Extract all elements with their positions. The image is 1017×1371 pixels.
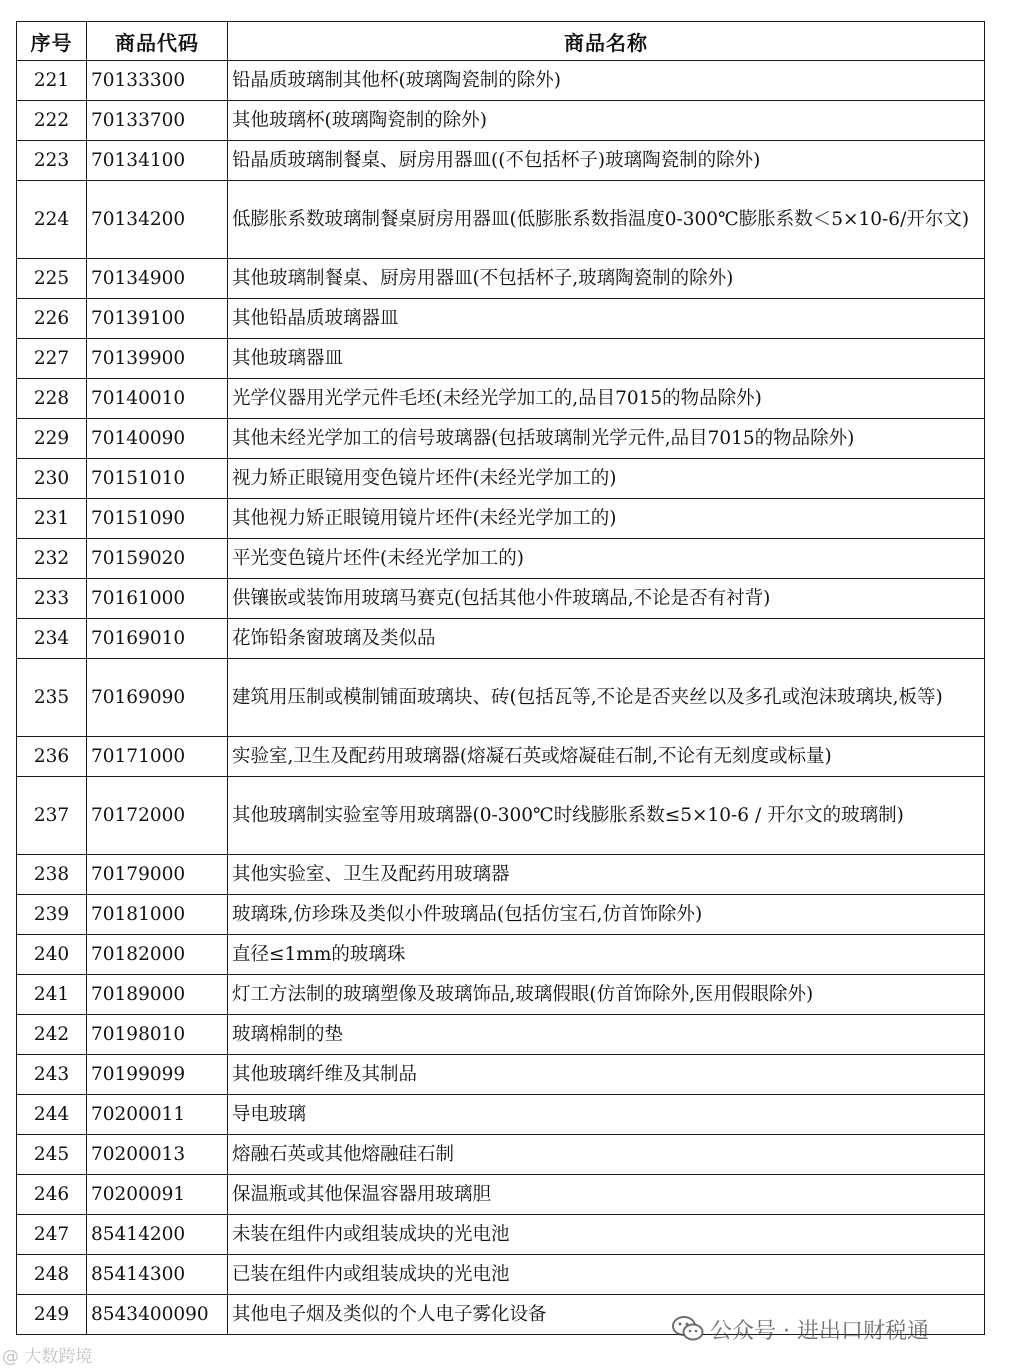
table-row	[17, 855, 985, 895]
row-goods-name: 玻璃珠,仿珍珠及类似小件玻璃品(包括仿宝石,仿首饰除外)	[228, 895, 985, 935]
header-goods-code: 商品代码	[87, 22, 228, 61]
row-goods-code: 70133700	[87, 101, 228, 141]
row-goods-name: 灯工方法制的玻璃塑像及玻璃饰品,玻璃假眼(仿首饰除外,医用假眼除外)	[228, 975, 985, 1015]
table-row	[17, 895, 985, 935]
row-serial-number: 243	[17, 1055, 87, 1095]
row-serial-number: 224	[17, 181, 87, 259]
row-goods-name: 导电玻璃	[228, 1095, 985, 1135]
row-goods-code: 70134100	[87, 141, 228, 181]
row-goods-code: 70151090	[87, 499, 228, 539]
row-goods-name: 铅晶质玻璃制餐桌、厨房用器皿((不包括杯子)玻璃陶瓷制的除外)	[228, 141, 985, 181]
row-serial-number: 247	[17, 1215, 87, 1255]
row-serial-number: 242	[17, 1015, 87, 1055]
row-goods-name: 其他铅晶质玻璃器皿	[228, 299, 985, 339]
table-row	[17, 181, 985, 259]
table-row	[17, 935, 985, 975]
wechat-icon	[672, 1316, 704, 1342]
table-row	[17, 1175, 985, 1215]
row-goods-name: 其他玻璃制实验室等用玻璃器(0-300℃时线膨胀系数≤5×10-6 / 开尔文的玻璃制)	[228, 777, 985, 855]
row-goods-code: 8543400090	[87, 1295, 228, 1335]
table-row	[17, 259, 985, 299]
row-goods-name: 铅晶质玻璃制其他杯(玻璃陶瓷制的除外)	[228, 61, 985, 101]
row-serial-number: 225	[17, 259, 87, 299]
row-serial-number: 237	[17, 777, 87, 855]
row-goods-name: 花饰铅条窗玻璃及类似品	[228, 619, 985, 659]
row-goods-name: 视力矫正眼镜用变色镜片坯件(未经光学加工的)	[228, 459, 985, 499]
row-goods-name: 其他玻璃器皿	[228, 339, 985, 379]
row-goods-name: 熔融石英或其他熔融硅石制	[228, 1135, 985, 1175]
table-row	[17, 141, 985, 181]
table-row	[17, 299, 985, 339]
row-goods-code: 70172000	[87, 777, 228, 855]
row-serial-number: 240	[17, 935, 87, 975]
row-goods-name: 低膨胀系数玻璃制餐桌厨房用器皿(低膨胀系数指温度0-300℃膨胀系数＜5×10-6/开尔文)	[228, 181, 985, 259]
row-goods-code: 70181000	[87, 895, 228, 935]
row-goods-code: 70200091	[87, 1175, 228, 1215]
watermark-text: 公众号 · 进出口财税通	[710, 1318, 929, 1344]
table-header-row	[17, 22, 985, 61]
row-goods-code: 70200011	[87, 1095, 228, 1135]
row-goods-name: 其他玻璃制餐桌、厨房用器皿(不包括杯子,玻璃陶瓷制的除外)	[228, 259, 985, 299]
row-goods-code: 70171000	[87, 737, 228, 777]
row-serial-number: 227	[17, 339, 87, 379]
row-serial-number: 231	[17, 499, 87, 539]
wechat-watermark	[672, 1311, 929, 1347]
row-serial-number: 229	[17, 419, 87, 459]
row-goods-name: 玻璃棉制的垫	[228, 1015, 985, 1055]
row-goods-name: 建筑用压制或模制铺面玻璃块、砖(包括瓦等,不论是否夹丝以及多孔或泡沫玻璃块,板等)	[228, 659, 985, 737]
row-goods-name: 其他视力矫正眼镜用镜片坯件(未经光学加工的)	[228, 499, 985, 539]
row-goods-code: 70134900	[87, 259, 228, 299]
row-goods-name: 其他电子烟及类似的个人电子雾化设备	[228, 1295, 985, 1335]
row-goods-name: 供镶嵌或装饰用玻璃马赛克(包括其他小件玻璃品,不论是否有衬背)	[228, 579, 985, 619]
row-goods-code: 70139100	[87, 299, 228, 339]
table-row	[17, 1055, 985, 1095]
row-goods-code: 85414300	[87, 1255, 228, 1295]
row-goods-code: 70140010	[87, 379, 228, 419]
row-goods-code: 70200013	[87, 1135, 228, 1175]
row-goods-code: 70179000	[87, 855, 228, 895]
table-row	[17, 101, 985, 141]
header-serial-number: 序号	[17, 22, 87, 61]
row-goods-code: 70134200	[87, 181, 228, 259]
row-serial-number: 232	[17, 539, 87, 579]
row-serial-number: 239	[17, 895, 87, 935]
header-goods-name: 商品名称	[228, 22, 985, 61]
row-serial-number: 246	[17, 1175, 87, 1215]
row-goods-code: 70189000	[87, 975, 228, 1015]
goods-table	[16, 21, 985, 1335]
table-row	[17, 659, 985, 737]
row-serial-number: 241	[17, 975, 87, 1015]
row-goods-code: 70133300	[87, 61, 228, 101]
row-serial-number: 235	[17, 659, 87, 737]
table-row	[17, 975, 985, 1015]
row-goods-name: 其他实验室、卫生及配药用玻璃器	[228, 855, 985, 895]
row-serial-number: 244	[17, 1095, 87, 1135]
table-row	[17, 1255, 985, 1295]
row-goods-code: 70151010	[87, 459, 228, 499]
row-goods-code: 70169090	[87, 659, 228, 737]
row-serial-number: 233	[17, 579, 87, 619]
table-row	[17, 1135, 985, 1175]
row-serial-number: 223	[17, 141, 87, 181]
row-goods-name: 已装在组件内或组装成块的光电池	[228, 1255, 985, 1295]
corner-watermark: @ 大数跨境	[2, 1347, 93, 1367]
table-row	[17, 339, 985, 379]
table-row	[17, 737, 985, 777]
table-row	[17, 777, 985, 855]
row-goods-code: 70198010	[87, 1015, 228, 1055]
row-goods-name: 未装在组件内或组装成块的光电池	[228, 1215, 985, 1255]
row-serial-number: 230	[17, 459, 87, 499]
row-goods-code: 70140090	[87, 419, 228, 459]
row-serial-number: 228	[17, 379, 87, 419]
table-row	[17, 499, 985, 539]
table-row	[17, 619, 985, 659]
row-goods-name: 直径≤1mm的玻璃珠	[228, 935, 985, 975]
row-serial-number: 245	[17, 1135, 87, 1175]
row-goods-name: 平光变色镜片坯件(未经光学加工的)	[228, 539, 985, 579]
row-goods-code: 85414200	[87, 1215, 228, 1255]
row-serial-number: 236	[17, 737, 87, 777]
table-row	[17, 1095, 985, 1135]
table-row	[17, 459, 985, 499]
table-row	[17, 419, 985, 459]
row-serial-number: 221	[17, 61, 87, 101]
row-goods-code: 70169010	[87, 619, 228, 659]
row-goods-name: 实验室,卫生及配药用玻璃器(熔凝石英或熔凝硅石制,不论有无刻度或标量)	[228, 737, 985, 777]
table-row	[17, 1215, 985, 1255]
row-goods-name: 其他玻璃杯(玻璃陶瓷制的除外)	[228, 101, 985, 141]
row-goods-code: 70182000	[87, 935, 228, 975]
row-goods-name: 其他玻璃纤维及其制品	[228, 1055, 985, 1095]
row-goods-name: 保温瓶或其他保温容器用玻璃胆	[228, 1175, 985, 1215]
table-row	[17, 539, 985, 579]
row-goods-code: 70139900	[87, 339, 228, 379]
table-row	[17, 1015, 985, 1055]
row-serial-number: 226	[17, 299, 87, 339]
row-goods-name: 光学仪器用光学元件毛坯(未经光学加工的,品目7015的物品除外)	[228, 379, 985, 419]
row-serial-number: 234	[17, 619, 87, 659]
row-serial-number: 222	[17, 101, 87, 141]
row-goods-code: 70199099	[87, 1055, 228, 1095]
row-goods-code: 70159020	[87, 539, 228, 579]
row-goods-name: 其他未经光学加工的信号玻璃器(包括玻璃制光学元件,品目7015的物品除外)	[228, 419, 985, 459]
table-body	[17, 61, 985, 1335]
table-row	[17, 61, 985, 101]
row-serial-number: 238	[17, 855, 87, 895]
row-serial-number: 249	[17, 1295, 87, 1335]
row-serial-number: 248	[17, 1255, 87, 1295]
table-row	[17, 579, 985, 619]
row-goods-code: 70161000	[87, 579, 228, 619]
table-row	[17, 379, 985, 419]
